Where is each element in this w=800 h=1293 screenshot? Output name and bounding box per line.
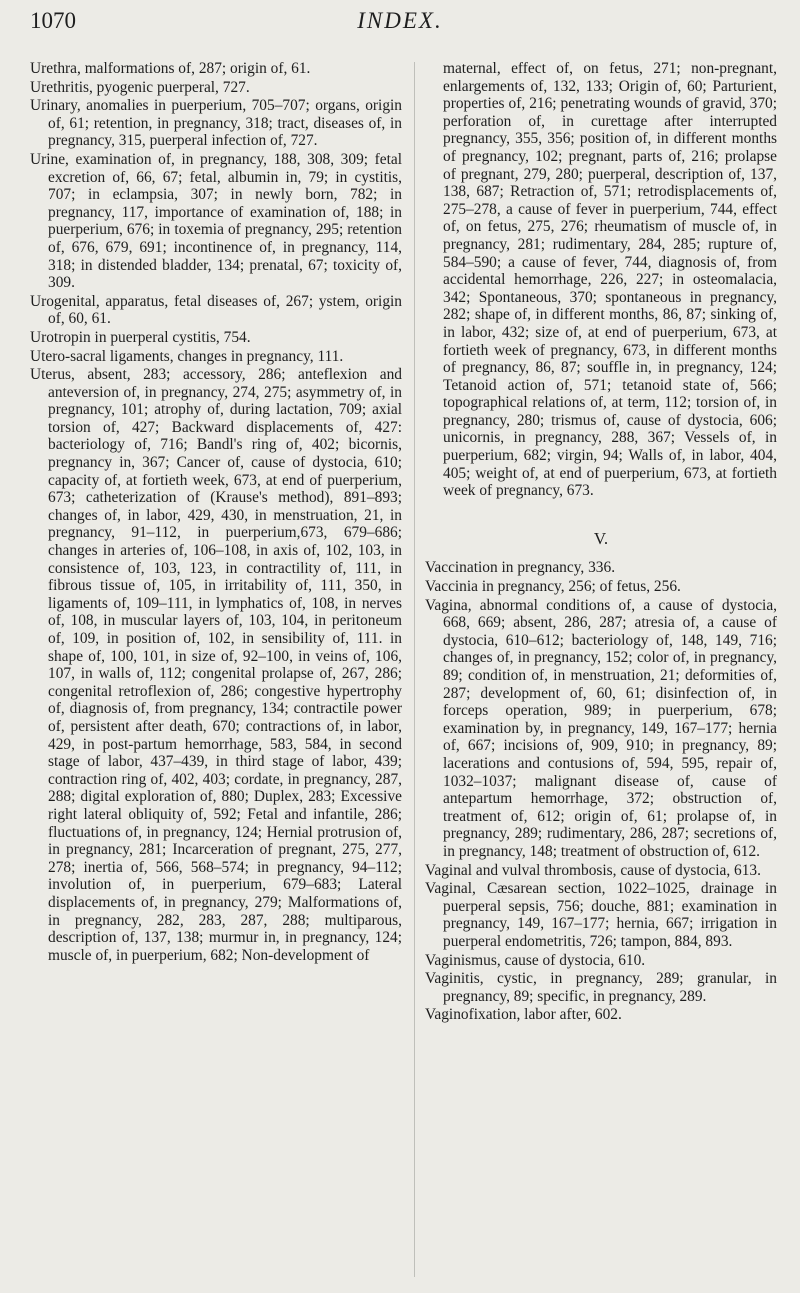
index-entry-vaccination: Vaccination in pregnancy, 336. — [425, 559, 616, 577]
page-header — [30, 8, 770, 42]
index-entry-urethra: Urethra, malformations of, 287; origin of, 61. — [30, 60, 311, 77]
index-entry-urethritis: Urethritis, pyogenic puerperal, 727. — [30, 78, 250, 96]
page-title: INDEX. — [357, 8, 443, 33]
index-entry-vaccinia: Vaccinia in pregnancy, 256; of fetus, 256. — [425, 578, 681, 596]
index-entry-vagina: Vagina, abnormal conditions of, a cause of dystocia, 668, 669; absent, 286, 287; atresia of, a cause of dystocia, 610–612; bacteriology of, 148, 149, 716; changes of, in pregnancy, 152; color of, in pregnancy, 89; condition of, in menstruation, 21; deformities of, 287; development of, 60, 61; disinfection of, in forceps operation, 989; in puerperium, 678; examination by, in pregnancy, 149, 167–177; hernia of, 667; incisions of, 909, 910; in pregnancy, 89; lacerations and contusions of, 594, 595, repair of, 1032–1037; malignant disease of, cause of antepartum hemorrhage, 372; obstruction of, treatment of, 612; origin of, 61; prolapse of, in pregnancy, 289; rudimentary, 286, 287; secretions of, in pregnancy, 148; treatment of obstruction of, 612. — [425, 596, 777, 860]
index-entry-vaginismus: Vaginismus, cause of dystocia, 610. — [425, 951, 646, 969]
index-entry-urinary: Urinary, anomalies in puerperium, 705–707; organs, origin of, 61; retention, in pregnancy, 318; tract, diseases of, in pregnancy, 315, puerperal infection of, 727. — [30, 97, 402, 150]
index-entry-urogenital: Urogenital, apparatus, fetal diseases of, 267; ystem, origin of, 60, 61. — [30, 292, 402, 328]
index-entry-urine: Urine, examination of, in pregnancy, 188, 308, 309; fetal excretion of, 66, 67; fetal, albumin in, 79; in cystitis, 707; in eclampsia, 307; in newly born, 782; in pregnancy, 117, importance of examination of, 188; in puerperium, 676; in toxemia of pregnancy, 295; retention of, 676, 679, 691; incontinence of, in pregnancy, 114, 318; in distended bladder, 134; prenatal, 67; toxicity of, 309. — [30, 150, 402, 292]
index-entry-vaginal: Vaginal, Cæsarean section, 1022–1025, drainage in puerperal sepsis, 756; douche, 881; examination in pregnancy, 149, 167–177; hernia, 667; irrigation in puerperal endometritis, 726; tampon, 884, 893. — [425, 880, 777, 950]
index-entry-uterus-continued: maternal, effect of, on fetus, 271; non-pregnant, enlargements of, 132, 133; Origin of, 60; Parturient, properties of, 216; penetrating wounds of gravid, 370; perforation of, in curettage after interrupted pregnancy, 355, 356; position of, in different months of pregnancy, 102; pregnant, parts of, 216; prolapse of pregnant, 279, 280; puerperal, description of, 137, 138, 687; Retraction of, 571; retrodisplacements of, 275–278, a cause of fever in puerperium, 744, effect of, on fetus, 275, 276; rheumatism of muscle of, in pregnancy, 281; rudimentary, 284, 285; rupture of, 584–590; a cause of fever, 744, diagnosis of, from accidental hemorrhage, 226, 227; in osteomalacia, 342; Spontaneous, 370; spontaneous in pregnancy, 282; shape of, in different months, 86, 87; sinking of, in labor, 432; size of, at end of puerperium, 673, at fortieth week of pregnancy, 673, in different months of pregnancy, 86, 87; souffle in, in pregnancy, 124; Tetanoid action of, 571; tetanoid state of, 566; topographical relations of, at term, 112; torsion of, in pregnancy, 280; trismus of, cause of dystocia, 606; unicornis, in pregnancy, 288, 367; Vessels of, in puerperium, 682; virgin, 94; Walls of, in labor, 404, 405; weight of, at end of puerperium, 673, at fortieth week of pregnancy, 673. — [443, 60, 777, 500]
left-column — [30, 60, 402, 965]
index-entry-vaginal-vulval: Vaginal and vulval thrombosis, cause of dystocia, 613. — [425, 861, 761, 879]
index-entry-utero-sacral: Utero-sacral ligaments, changes in pregnancy, 111. — [30, 347, 344, 365]
index-entry-vaginofixation: Vaginofixation, labor after, 602. — [425, 1006, 622, 1024]
index-entry-uterus: Uterus, absent, 283; accessory, 286; anteflexion and anteversion of, in pregnancy, 274, 275; asymmetry of, in pregnancy, 101; atrophy of, during lactation, 709; axial torsion of, 427; Backward displacements of, 427: bacteriology of, 716; Bandl's ring of, 402; bicornis, pregnancy in, 367; Cancer of, cause of dystocia, 610; capacity of, at fortieth week, 673, at end of puerperium, 673; catheterization of (Krause's method), 891–893; changes of, in labor, 429, 430, in menstruation, 21, in pregnancy, 91–112, in puerperium,673, 679–686; changes in arteries of, 106–108, in axis of, 102, 103, in consistence of, 103, 123, in contractility of, 111, in fibrous tissue of, 105, in irritability of, 111, 350, in ligaments of, 109–111, in lymphatics of, 108, in nerves of, 108, in muscular layers of, 103, 104, in peritoneum of, 109, in position of, 102, in sensibility of, 111. in shape of, 100, 101, in size of, 92–100, in veins of, 106, 107, in walls of, 112; congenital prolapse of, 267, 286; congenital retroflexion of, 286; congestive hypertrophy of, diagnosis of, from pregnancy, 134; contractile power of, persistent after death, 670; contractions of, in labor, 429, in post-partum hemorrhage, 583, 584, in second stage of labor, 437–439, in third stage of labor, 439; contraction ring of, 402, 403; cordate, in pregnancy, 287, 288; digital exploration of, 880; Duplex, 283; Excessive right lateral obliquity of, 592; Fetal and infantile, 286; fluctuations of, in pregnancy, 124; Hernial protrusion of, in pregnancy, 281; Incarceration of pregnant, 275, 277, 278; inertia of, 566, 568–574; in pregnancy, 94–112; involution of, in puerperium, 679–683; Lateral displacements of, in pregnancy, 279; Malformations of, in pregnancy, 282, 283, 287, 288; multiparous, description of, 137, 138; murmur in, in pregnancy, 124; muscle of, in puerperium, 682; Non-development of — [30, 366, 402, 964]
index-entry-vaginitis: Vaginitis, cystic, in pregnancy, 289; granular, in pregnancy, 89; specific, in pregnancy, 289. — [425, 970, 777, 1005]
section-letter-v: V. — [593, 528, 609, 548]
column-divider — [414, 62, 415, 1277]
right-column — [425, 60, 777, 1025]
index-entry-urotropin: Urotropin in puerperal cystitis, 754. — [30, 328, 251, 346]
page-number: 1070 — [30, 8, 76, 33]
